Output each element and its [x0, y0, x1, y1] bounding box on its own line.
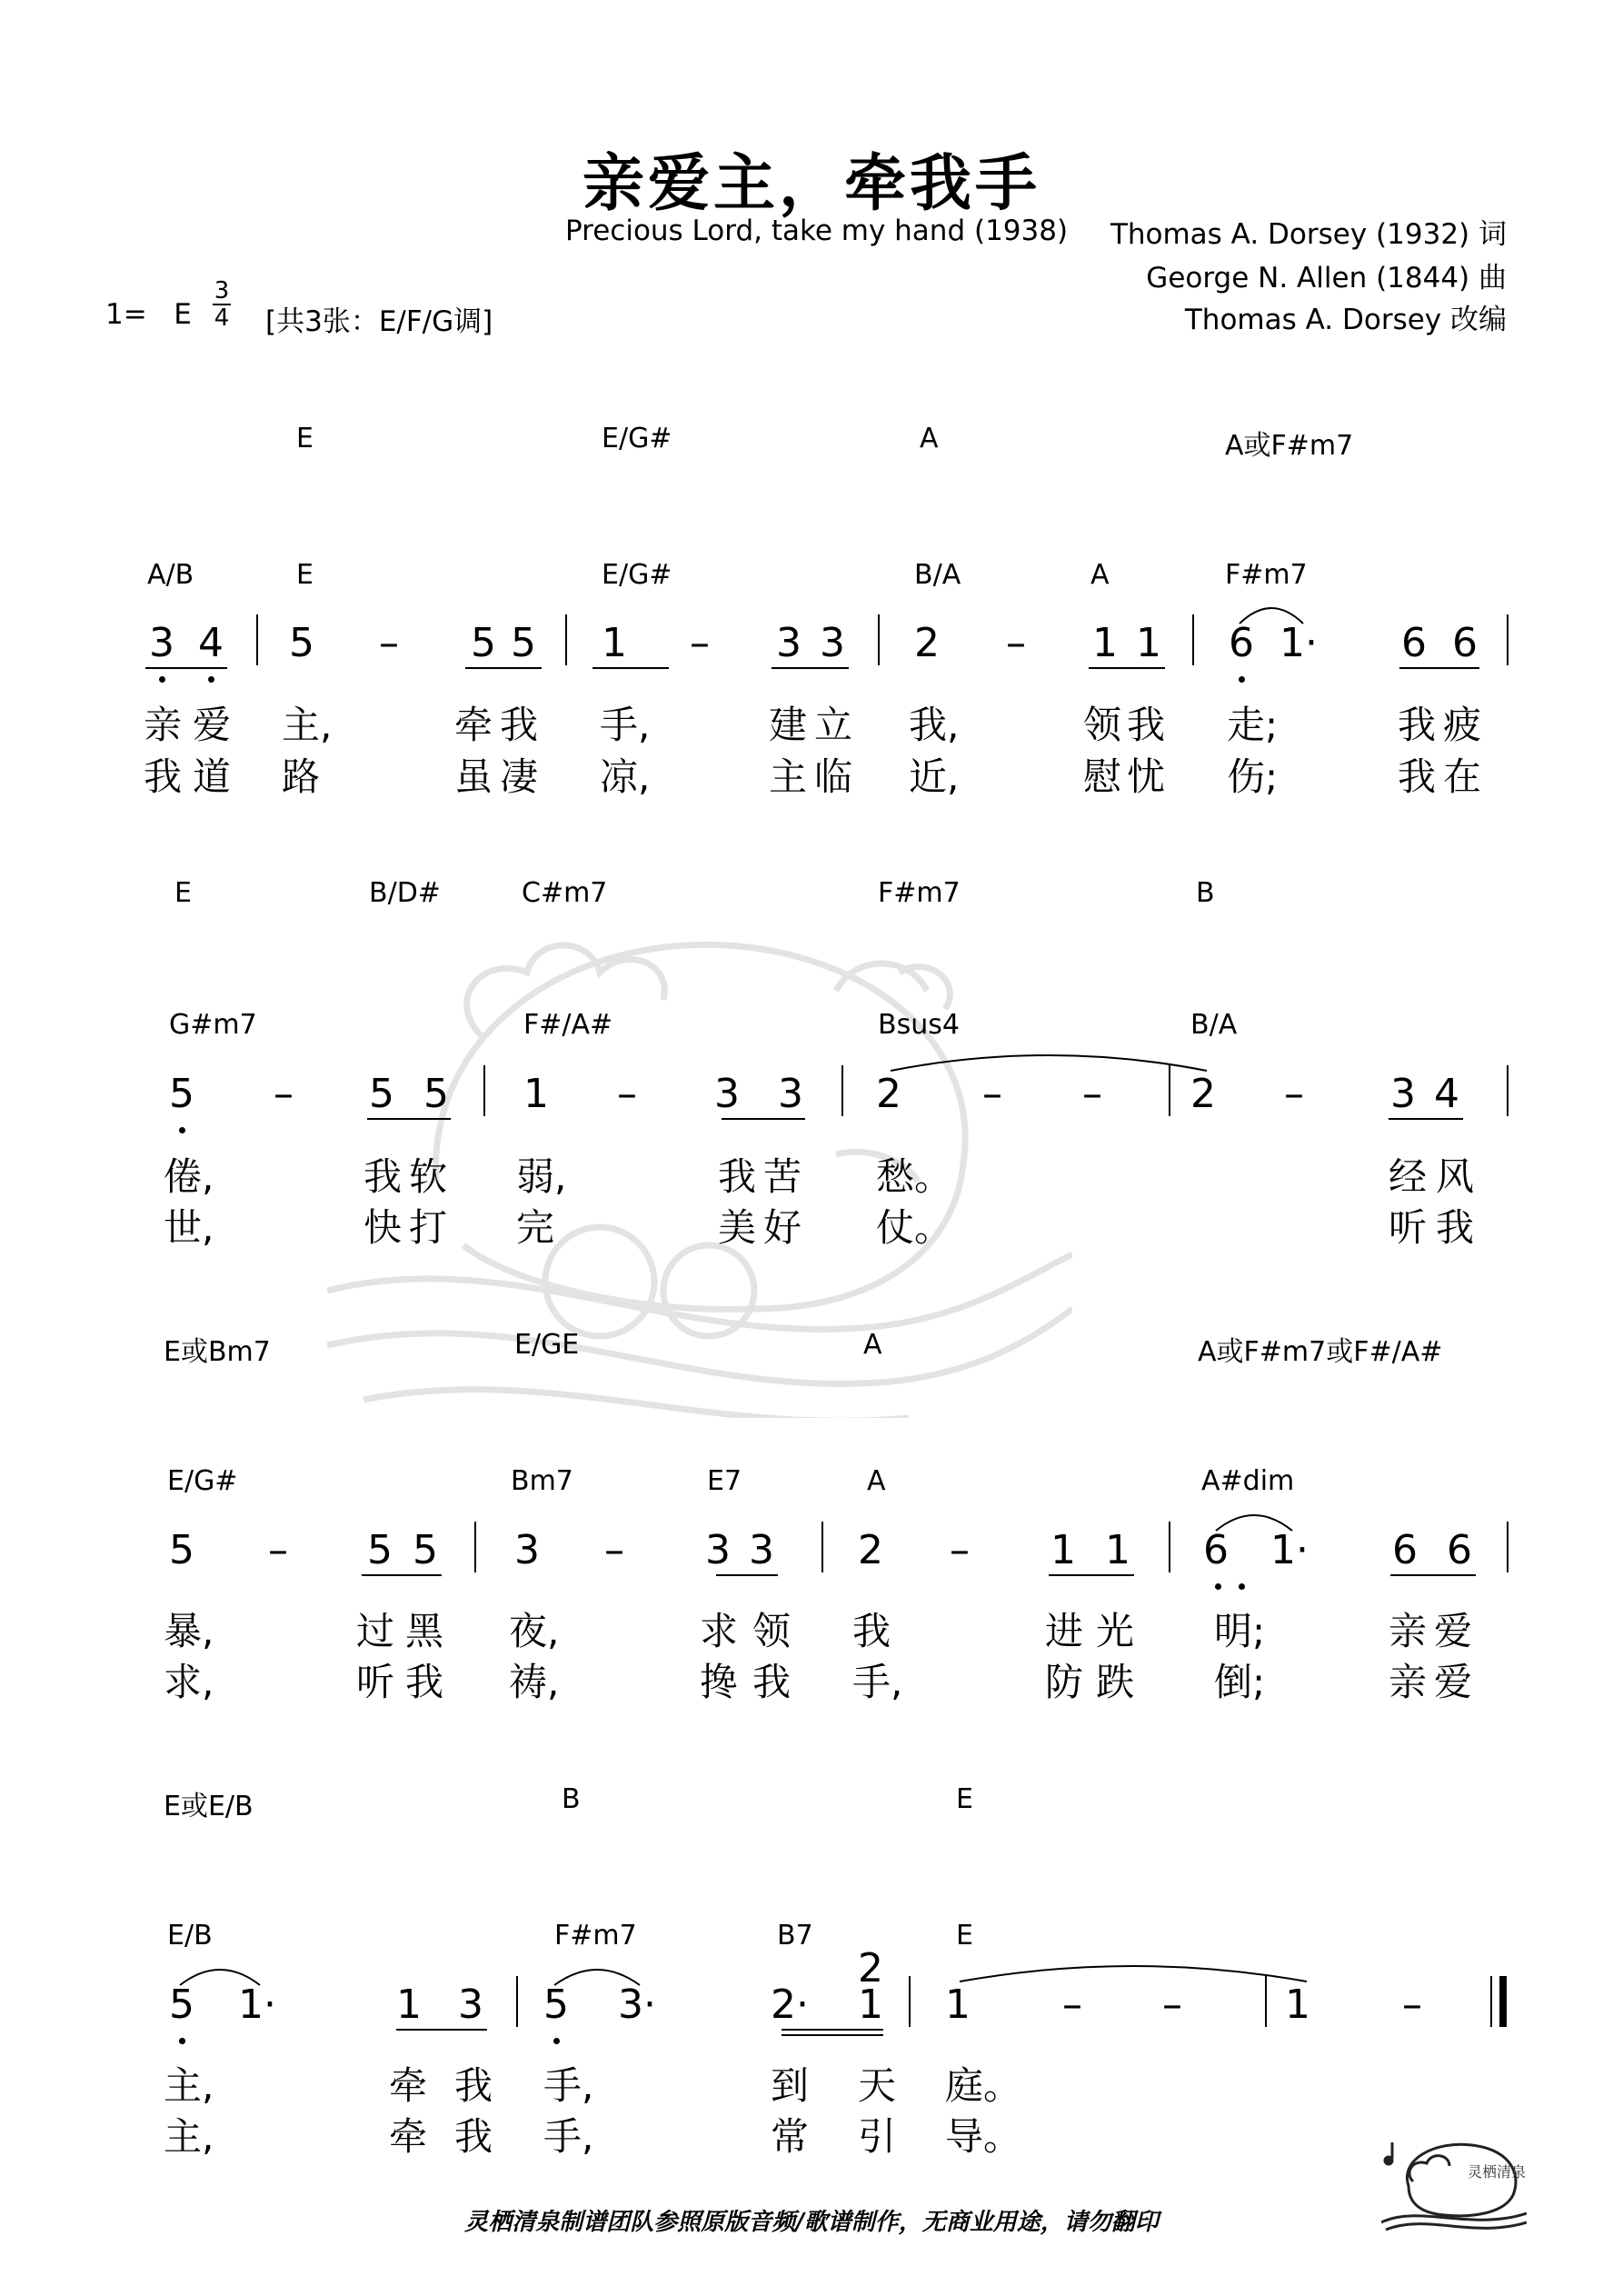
barline	[909, 1976, 911, 2027]
lyric-verse-1: 建	[769, 703, 808, 747]
lyric-verse-2: 跌	[1096, 1660, 1135, 1704]
capo-chord: B	[1196, 877, 1215, 909]
lyric-verse-2: 忧	[1127, 754, 1166, 799]
lyric-verse-1: 倦,	[164, 1154, 214, 1199]
chord-symbol: E/G#	[602, 559, 672, 591]
note: 6	[1452, 620, 1478, 666]
note: 3	[705, 1527, 731, 1573]
barline	[878, 614, 880, 665]
capo-chord: E	[174, 877, 192, 909]
chord-symbol: E/B	[167, 1920, 213, 1952]
octave-dot	[553, 2038, 560, 2044]
lyric-verse-2: 伤;	[1227, 754, 1279, 799]
lyric-verse-2: 常	[771, 2114, 810, 2159]
capo-chord: B	[562, 1783, 581, 1815]
beam-underline	[1389, 1118, 1463, 1120]
note: 3	[714, 1071, 740, 1117]
note: 5	[289, 620, 314, 666]
barline	[1169, 1065, 1170, 1116]
lyric-verse-1: 疲	[1443, 703, 1482, 747]
chord-symbol: B/A	[1190, 1009, 1238, 1041]
note: 2	[876, 1071, 901, 1117]
note: –	[950, 1527, 970, 1573]
capo-chord: A	[863, 1329, 882, 1361]
lyric-verse-1: 天	[858, 2063, 897, 2108]
note: 3	[778, 1071, 803, 1117]
note: 3	[149, 620, 174, 666]
lyric-verse-1: 我	[852, 1609, 891, 1653]
note: –	[1006, 620, 1026, 666]
lyric-verse-2: 虽	[454, 754, 493, 799]
lyric-verse-2: 慰	[1083, 754, 1122, 799]
logo-sheep-icon	[1381, 2131, 1527, 2231]
lyric-verse-2: 在	[1443, 754, 1482, 799]
beam-underline	[1089, 667, 1165, 669]
lyric-verse-2: 防	[1045, 1660, 1084, 1704]
octave-dot	[1215, 1583, 1221, 1590]
lyric-verse-2: 倒;	[1214, 1660, 1266, 1704]
note: 2·	[771, 1982, 809, 2028]
logo-text: 灵栖清泉	[1468, 2163, 1527, 2181]
note: 1	[1050, 1527, 1076, 1573]
chord-symbol: A	[1090, 559, 1110, 591]
note: 1	[858, 1982, 883, 2028]
note: –	[268, 1527, 288, 1573]
note: 1·	[238, 1982, 276, 2028]
lyric-verse-1: 夜,	[509, 1609, 560, 1653]
capo-chord: E	[956, 1783, 973, 1815]
lyric-verse-2: 美	[718, 1205, 757, 1250]
lyric-verse-1: 我	[718, 1154, 757, 1199]
note: 4	[198, 620, 224, 666]
chord-symbol: F#m7	[1225, 559, 1308, 591]
lyric-verse-1: 黑	[405, 1609, 444, 1653]
lyric-verse-1: 手,	[543, 2063, 594, 2108]
lyricist-credit: Thomas A. Dorsey (1932) 词	[1110, 218, 1507, 251]
beam-underline	[362, 1574, 442, 1576]
octave-dot	[179, 1127, 185, 1133]
note: 1	[396, 1982, 422, 2028]
capo-chord: E或Bm7	[164, 1336, 271, 1368]
lyric-verse-1: 我	[454, 2063, 493, 2108]
tie-arc	[1214, 1505, 1294, 1532]
beam-underline	[782, 2034, 883, 2036]
chord-symbol: E7	[707, 1465, 742, 1497]
lyric-verse-2: 爱	[1434, 1660, 1473, 1704]
lyric-verse-2: 听	[1389, 1205, 1428, 1250]
lyric-verse-1: 进	[1045, 1609, 1084, 1653]
lyric-verse-1: 到	[771, 2063, 810, 2108]
lyric-verse-1: 领	[752, 1609, 792, 1653]
chord-symbol: G#m7	[169, 1009, 257, 1041]
beam-underline	[396, 2029, 487, 2031]
note: –	[604, 1527, 624, 1573]
barline	[1490, 1976, 1492, 2027]
chord-symbol: E	[956, 1920, 973, 1952]
lyric-verse-2: 我	[752, 1660, 792, 1704]
lyric-verse-2: 道	[193, 754, 232, 799]
capo-chord: B/D#	[369, 877, 441, 909]
octave-dot	[159, 676, 165, 683]
note: 2	[858, 1945, 883, 1992]
lyric-verse-2: 快	[363, 1205, 403, 1250]
beam-underline	[1049, 1574, 1134, 1576]
chord-symbol: E/G#	[167, 1465, 238, 1497]
barline	[841, 1065, 843, 1116]
lyric-verse-2: 我	[1436, 1205, 1475, 1250]
lyric-verse-1: 亲	[144, 703, 183, 747]
composer-credit: George N. Allen (1844) 曲	[1146, 262, 1507, 294]
note: 6	[1447, 1527, 1472, 1573]
note: 5	[169, 1527, 194, 1573]
barline	[821, 1522, 823, 1572]
lyric-verse-2: 祷,	[509, 1660, 560, 1704]
capo-chord: E或E/B	[164, 1791, 254, 1822]
note: 6	[1401, 620, 1427, 666]
note: 3	[458, 1982, 483, 2028]
note: 6	[1203, 1527, 1229, 1573]
beam-underline	[145, 667, 227, 669]
tie-arc	[178, 1960, 262, 1987]
chord-symbol: Bsus4	[878, 1009, 960, 1041]
beam-underline	[772, 667, 849, 669]
lyric-verse-2: 好	[763, 1205, 802, 1250]
lyric-verse-2: 近,	[909, 754, 960, 799]
capo-chord: A或F#m7	[1225, 430, 1354, 462]
note: 5	[367, 1527, 393, 1573]
note: 5	[369, 1071, 394, 1117]
time-signature	[211, 278, 233, 331]
lyric-verse-2: 凉,	[600, 754, 651, 799]
lyric-verse-2: 临	[814, 754, 853, 799]
chord-symbol: B/A	[914, 559, 961, 591]
lyric-verse-1: 我,	[909, 703, 960, 747]
lyric-verse-2: 路	[282, 754, 321, 799]
lyric-verse-1: 立	[814, 703, 853, 747]
lyric-verse-2: 牵	[389, 2114, 428, 2159]
beam-underline	[367, 1118, 451, 1120]
barline	[474, 1522, 476, 1572]
barline	[516, 1976, 518, 2027]
beam-underline	[716, 1574, 778, 1576]
note: 3	[1390, 1071, 1416, 1117]
lyric-verse-2: 我	[1398, 754, 1437, 799]
chord-symbol: A	[867, 1465, 886, 1497]
beam-underline	[782, 2029, 883, 2031]
lyric-verse-2: 听	[356, 1660, 395, 1704]
capo-chord: E/GE	[514, 1329, 580, 1361]
time-bottom: 4	[214, 304, 230, 332]
song-title: 亲爱主，牵我手	[582, 148, 1041, 220]
note: 1	[945, 1982, 971, 2028]
note: 1	[1105, 1527, 1130, 1573]
note: –	[1402, 1982, 1422, 2028]
note: 1	[523, 1071, 549, 1117]
beam-underline	[465, 667, 542, 669]
note: 1	[602, 620, 627, 666]
lyric-verse-2: 仗。	[876, 1205, 953, 1250]
tie-arc	[1238, 598, 1305, 625]
footer-note: 灵栖清泉制谱团队参照原版音频/歌谱制作，无商业用途，请勿翻印	[464, 2209, 1159, 2236]
barline	[1192, 614, 1194, 665]
capo-chord: A	[920, 423, 939, 454]
lyric-verse-2: 主	[769, 754, 808, 799]
lyric-verse-1: 苦	[763, 1154, 802, 1199]
lyric-verse-1: 主,	[164, 2063, 214, 2108]
final-barline	[1499, 1976, 1507, 2027]
note: –	[274, 1071, 294, 1117]
note: –	[690, 620, 710, 666]
lyric-verse-1: 明;	[1214, 1609, 1266, 1653]
note: 2	[858, 1527, 883, 1573]
lyric-verse-1: 爱	[1434, 1609, 1473, 1653]
note: –	[1062, 1982, 1082, 2028]
lyric-verse-1: 牵	[389, 2063, 428, 2108]
beam-underline	[1399, 667, 1479, 669]
chord-symbol: A#dim	[1201, 1465, 1295, 1497]
lyric-verse-1: 我	[363, 1154, 403, 1199]
lyric-verse-2: 手,	[852, 1660, 903, 1704]
note: 3	[514, 1527, 540, 1573]
lyric-verse-1: 我	[1398, 703, 1437, 747]
barline	[1169, 1522, 1170, 1572]
capo-chord: A或F#m7或F#/A#	[1198, 1336, 1443, 1368]
lyric-verse-2: 亲	[1389, 1660, 1428, 1704]
lyric-verse-2: 世,	[164, 1205, 214, 1250]
octave-dot	[179, 2038, 185, 2044]
capo-chord: E	[296, 423, 314, 454]
lyric-verse-1: 软	[409, 1154, 448, 1199]
lyric-verse-1: 求	[700, 1609, 739, 1653]
note: –	[617, 1071, 637, 1117]
note: –	[379, 620, 399, 666]
lyric-verse-2: 我	[454, 2114, 493, 2159]
barline	[256, 614, 258, 665]
key-tonic: E	[174, 298, 192, 331]
lyric-verse-2: 引	[858, 2114, 897, 2159]
lyric-verse-1: 领	[1083, 703, 1122, 747]
note: 1	[1285, 1982, 1310, 2028]
note: 1	[1136, 620, 1161, 666]
lyric-verse-2: 凄	[500, 754, 539, 799]
lyric-verse-1: 亲	[1389, 1609, 1428, 1653]
note: 5	[413, 1527, 438, 1573]
note: –	[1162, 1982, 1182, 2028]
lyric-verse-2: 主,	[164, 2114, 214, 2159]
lyric-verse-1: 风	[1436, 1154, 1475, 1199]
lyric-verse-2: 我	[144, 754, 183, 799]
key-signature	[105, 298, 192, 331]
barline	[1507, 614, 1508, 665]
song-subtitle: Precious Lord, take my hand (1938)	[565, 215, 1069, 247]
note: 5	[169, 1071, 194, 1117]
chord-symbol: Bm7	[511, 1465, 573, 1497]
note: 6	[1229, 620, 1254, 666]
note: 1·	[1270, 1527, 1309, 1573]
beam-underline	[592, 667, 669, 669]
lyric-verse-1: 经	[1389, 1154, 1428, 1199]
note: 5	[511, 620, 536, 666]
key-prefix: 1=	[105, 298, 147, 331]
chord-symbol: F#m7	[554, 1920, 637, 1952]
note: –	[1082, 1071, 1102, 1117]
lyric-verse-1: 光	[1096, 1609, 1135, 1653]
octave-dot	[208, 676, 214, 683]
barline	[483, 1065, 485, 1116]
lyric-verse-1: 弱,	[516, 1154, 567, 1199]
note: 6	[1392, 1527, 1418, 1573]
octave-dot	[1239, 1583, 1245, 1590]
barline	[1507, 1522, 1508, 1572]
beam-underline	[1390, 1574, 1476, 1576]
capo-chord: C#m7	[522, 877, 608, 909]
lyric-verse-1: 庭。	[945, 2063, 1022, 2108]
note: 3	[776, 620, 802, 666]
note: 5	[471, 620, 496, 666]
note: 1	[1092, 620, 1118, 666]
lyric-verse-2: 导。	[945, 2114, 1022, 2159]
lyric-verse-1: 走;	[1227, 703, 1279, 747]
lyric-verse-2: 搀	[700, 1660, 739, 1704]
note: 1·	[1279, 620, 1318, 666]
lyric-verse-2: 手,	[543, 2114, 594, 2159]
lyric-verse-2: 打	[409, 1205, 448, 1250]
note: –	[982, 1071, 1002, 1117]
lyric-verse-1: 爱	[193, 703, 232, 747]
lyric-verse-2: 完	[516, 1205, 555, 1250]
note: 5	[543, 1982, 569, 2028]
time-top: 3	[214, 277, 230, 304]
note: 2	[914, 620, 940, 666]
lyric-verse-1: 我	[1127, 703, 1166, 747]
chord-symbol: B7	[777, 1920, 813, 1952]
lyric-verse-1: 过	[356, 1609, 395, 1653]
capo-chord: E/G#	[602, 423, 672, 454]
chord-symbol: E	[296, 559, 314, 591]
lyric-verse-2: 我	[405, 1660, 444, 1704]
lyric-verse-1: 愁。	[876, 1154, 953, 1199]
tie-arc	[553, 1960, 642, 1987]
note: 4	[1434, 1071, 1459, 1117]
note: 3	[820, 620, 845, 666]
note: 5	[423, 1071, 449, 1117]
arranger-credit: Thomas A. Dorsey 改编	[1184, 304, 1507, 336]
note: –	[1284, 1071, 1304, 1117]
lyric-verse-1: 手,	[600, 703, 651, 747]
note: 3	[749, 1527, 774, 1573]
key-note: [共3张：E/F/G调]	[265, 305, 493, 338]
capo-chord: F#m7	[878, 877, 961, 909]
chord-symbol: A/B	[147, 559, 194, 591]
lyric-verse-1: 牵	[454, 703, 493, 747]
barline	[1265, 1976, 1267, 2027]
chord-symbol: F#/A#	[523, 1009, 613, 1041]
tie-arc	[889, 1045, 1209, 1073]
note: 5	[169, 1982, 194, 2028]
lyric-verse-1: 主,	[282, 703, 333, 747]
octave-dot	[1239, 676, 1245, 683]
lyric-verse-2: 求,	[164, 1660, 214, 1704]
watermark-sheep-icon	[327, 854, 1072, 1418]
tie-arc	[958, 1956, 1309, 1983]
beam-underline	[722, 1118, 805, 1120]
barline	[1507, 1065, 1508, 1116]
note: 2	[1190, 1071, 1216, 1117]
barline	[565, 614, 567, 665]
lyric-verse-1: 我	[500, 703, 539, 747]
note: 3·	[618, 1982, 656, 2028]
lyric-verse-1: 暴,	[164, 1609, 214, 1653]
